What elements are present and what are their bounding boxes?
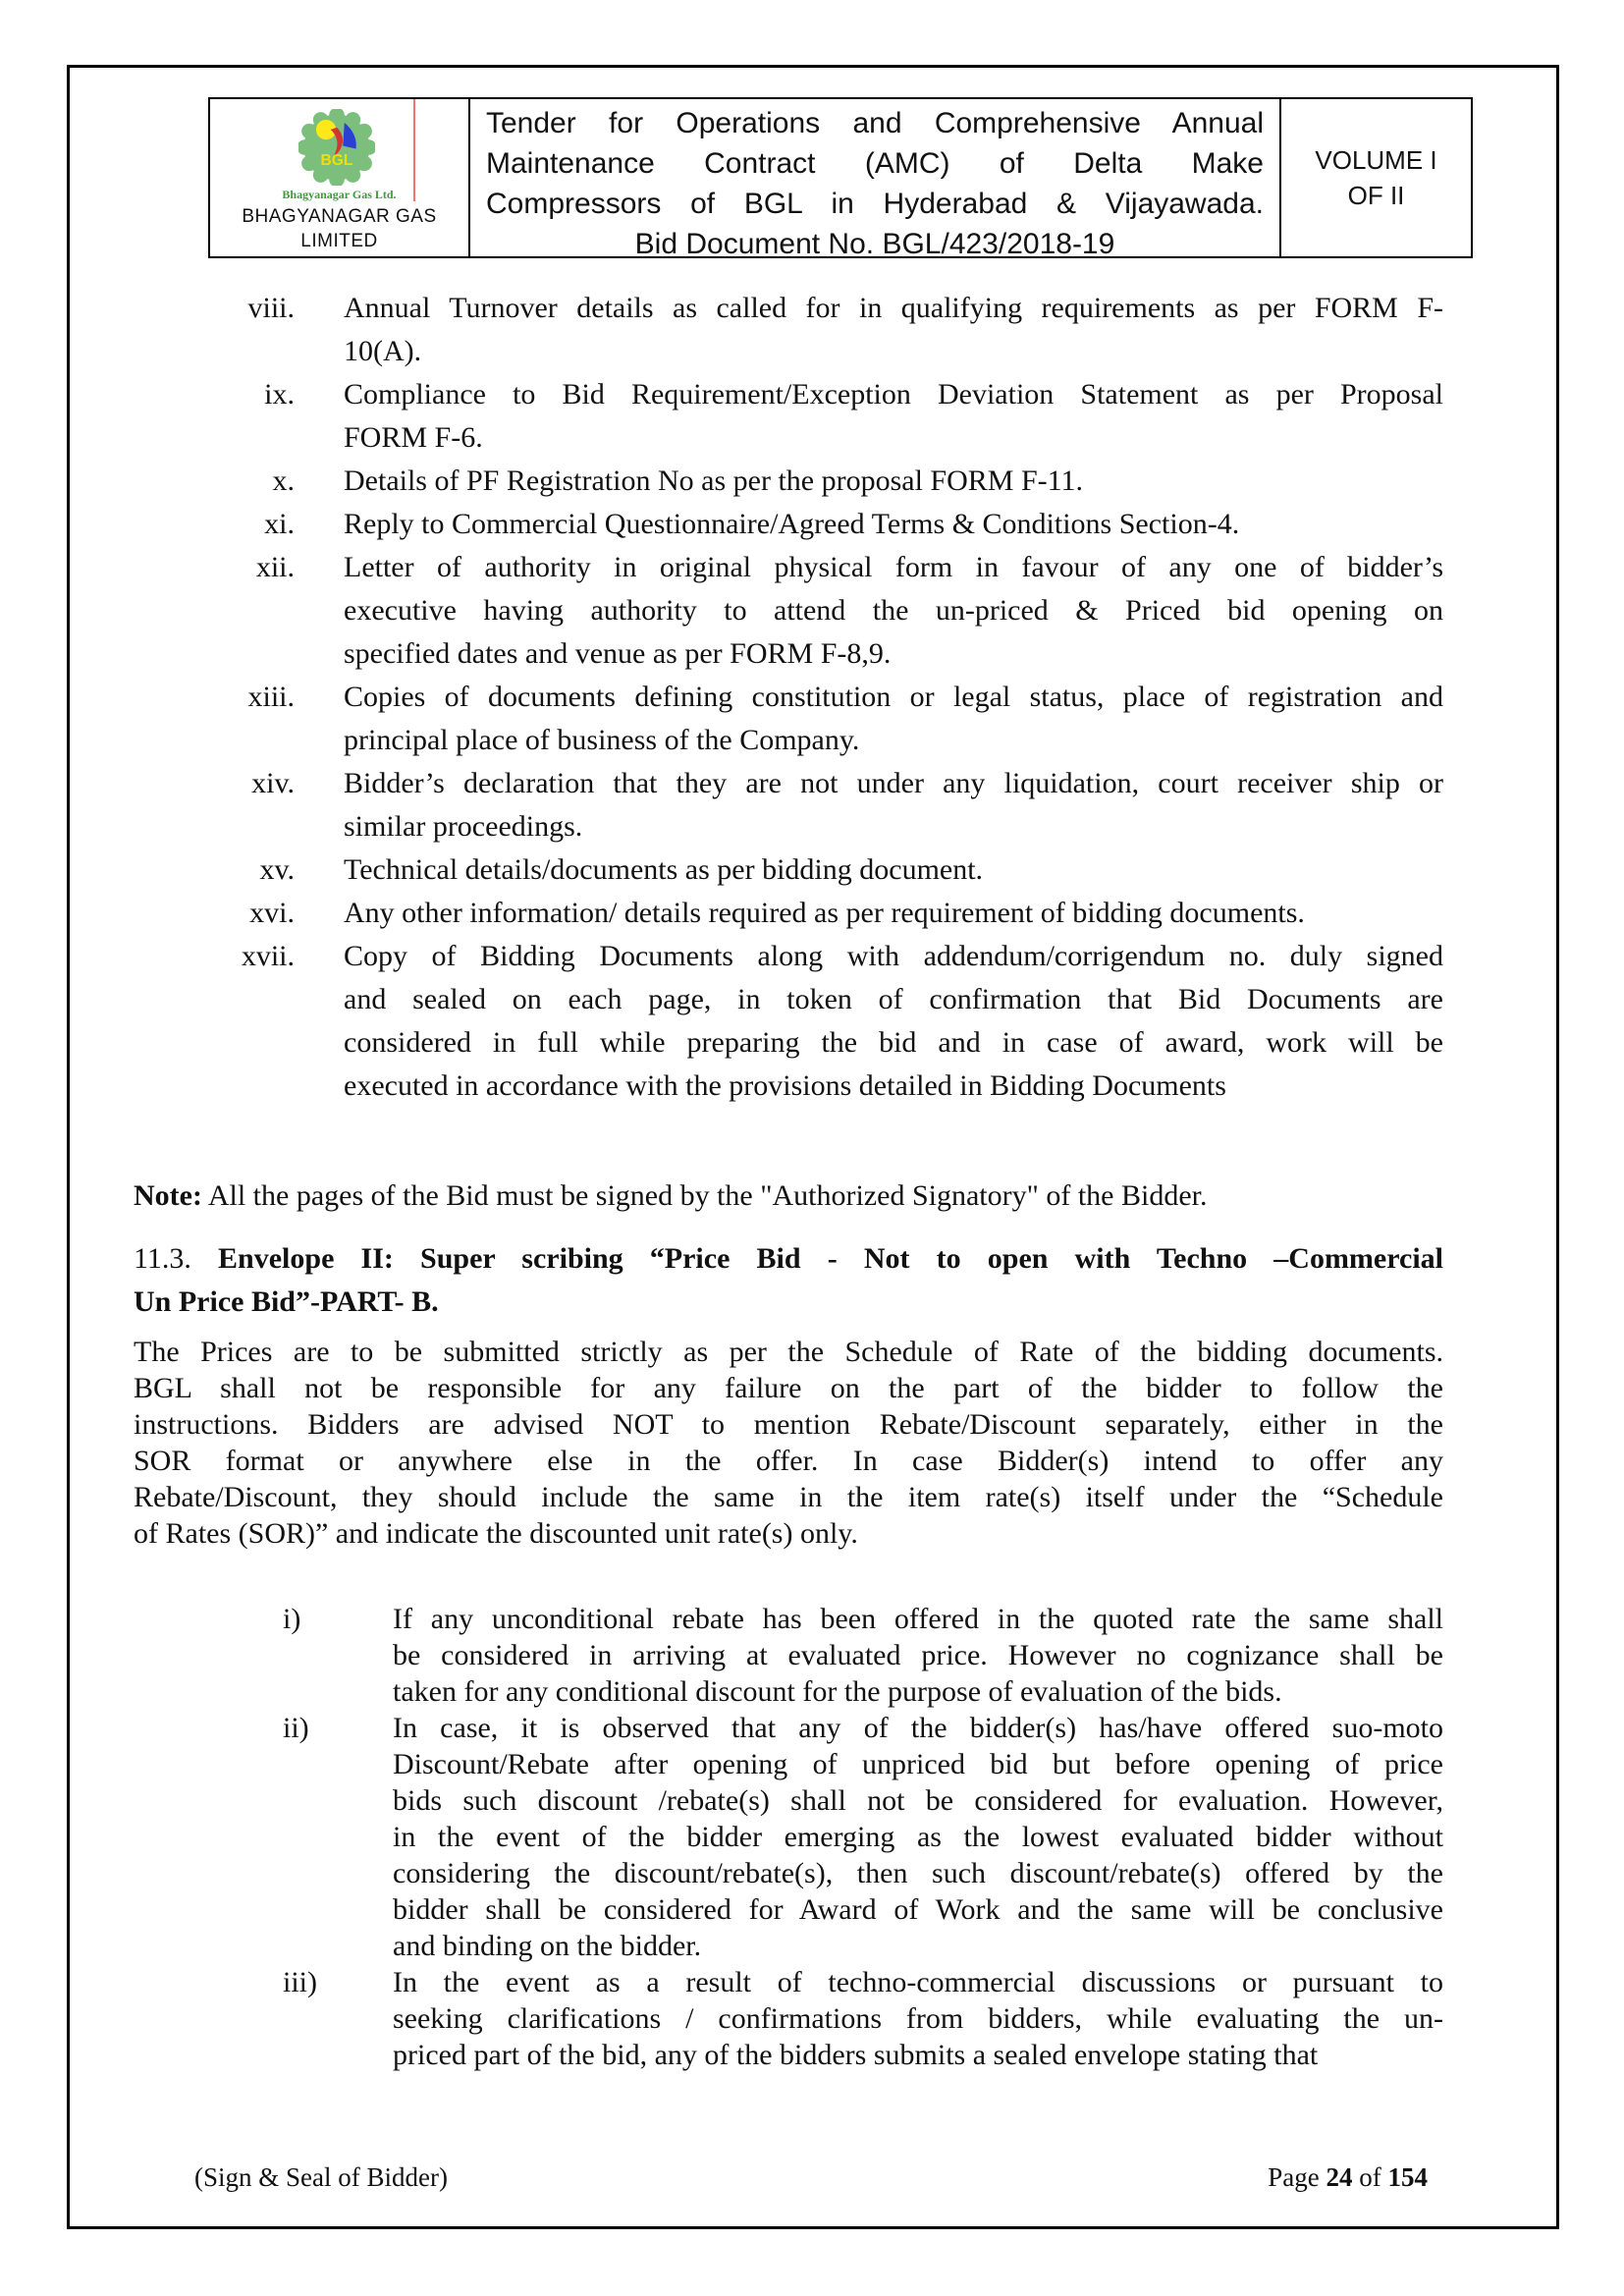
item-number: xi.: [264, 508, 295, 540]
note-text: All the pages of the Bid must be signed by the "Authorized Signatory" of the Bidder.: [207, 1179, 1208, 1212]
text-line: instructions. Bidders are advised NOT to mention Rebate/Discount separately, either in the: [134, 1408, 1443, 1441]
item-number: ii): [283, 1712, 309, 1744]
text-line: seeking clarifications / confirmations from bidders, while evaluating the un-: [393, 2002, 1443, 2035]
logo-cell: [210, 99, 470, 256]
item-number: xv.: [259, 853, 295, 886]
text-line: considering the discount/rebate(s), then such discount/rebate(s) offered by the: [393, 1857, 1443, 1889]
volume-cell: [1281, 99, 1471, 256]
item-text: [393, 1964, 1443, 2073]
header-table: [208, 97, 1473, 258]
text-line: Reply to Commercial Questionnaire/Agreed Terms & Conditions Section-4.: [344, 508, 1240, 540]
logo-acronym: BGL: [320, 151, 353, 169]
item-number: i): [283, 1603, 301, 1635]
text-line: Compressors of BGL in Hyderabad & Vijayawada.: [486, 188, 1264, 220]
section-number: 11.3.: [134, 1242, 191, 1275]
tender-title: [486, 103, 1264, 264]
item-number: xiv.: [251, 767, 295, 799]
sub-list-item: [134, 1964, 1443, 2073]
text-line: specified dates and venue as per FORM F-8,9.: [344, 637, 892, 670]
text-line: executive having authority to attend the un-priced & Priced bid opening on: [344, 594, 1443, 627]
text-line: considered in full while preparing the bid and in case of award, work will be: [344, 1026, 1443, 1059]
item-text: [344, 287, 1443, 373]
text-line: 10(A).: [344, 335, 422, 367]
section-heading: [134, 1237, 1443, 1324]
note: [134, 1175, 1443, 1218]
checklist: [134, 287, 1443, 1108]
title-cell: [470, 99, 1281, 260]
list-item: [134, 935, 1443, 1108]
list-item: [134, 762, 1443, 848]
list-item: [134, 460, 1443, 503]
item-text: [393, 1710, 1443, 1964]
sub-list-item: [134, 1710, 1443, 1964]
item-text: [344, 460, 1443, 503]
text-line: principal place of business of the Company.: [344, 724, 860, 756]
volume-label: [1281, 142, 1471, 213]
text-line: similar proceedings.: [344, 810, 583, 843]
logo-scalloped-circle: [298, 109, 375, 186]
text-line: VOLUME I: [1315, 145, 1437, 175]
text-line: FORM F-6.: [344, 421, 483, 454]
list-item: [134, 546, 1443, 676]
text-line: be considered in arriving at evaluated price. However no cognizance shall be: [393, 1639, 1443, 1671]
text-line: and binding on the bidder.: [393, 1930, 702, 1962]
text-line: Technical details/documents as per bidding document.: [344, 853, 984, 886]
item-number: x.: [272, 465, 295, 497]
section-heading-line2: Un Price Bid”-PART- B.: [134, 1285, 439, 1318]
text-line: The Prices are to be submitted strictly as per the Schedule of Rate of the bidding documents.: [134, 1336, 1443, 1368]
logo-caption: Bhagyanagar Gas Ltd.: [282, 188, 397, 201]
text-line: Compliance to Bid Requirement/Exception Deviation Statement as per Proposal: [344, 378, 1443, 410]
text-line: LIMITED: [300, 231, 378, 251]
item-text: [344, 503, 1443, 546]
list-item: [134, 676, 1443, 762]
text-line: of Rates (SOR)” and indicate the discounted unit rate(s) only.: [134, 1517, 858, 1550]
text-line: BGL shall not be responsible for any failure on the part of the bidder to follow the: [134, 1372, 1443, 1404]
item-number: xiii.: [247, 681, 295, 713]
text-line: Bidder’s declaration that they are not under any liquidation, court receiver ship or: [344, 767, 1443, 799]
list-item: [134, 892, 1443, 935]
item-number: xvii.: [241, 940, 295, 972]
item-number: iii): [283, 1966, 317, 1998]
item-text: [344, 373, 1443, 460]
text-line: executed in accordance with the provisions detailed in Bidding Documents: [344, 1069, 1226, 1102]
sub-list-item: [134, 1601, 1443, 1710]
text-line: and sealed on each page, in token of confirmation that Bid Documents are: [344, 983, 1443, 1015]
text-line: bids such discount /rebate(s) shall not be considered for evaluation. However,: [393, 1784, 1443, 1817]
paragraph: [134, 1334, 1443, 1552]
list-item: [134, 373, 1443, 460]
text-line: bidder shall be considered for Award of Work and the same will be conclusive: [393, 1893, 1443, 1926]
text-line: If any unconditional rebate has been offered in the quoted rate the same shall: [393, 1603, 1443, 1635]
item-text: [344, 762, 1443, 848]
text-line: Letter of authority in original physical form in favour of any one of bidder’s: [344, 551, 1443, 583]
item-text: [344, 892, 1443, 935]
text-line: Any other information/ details required as per requirement of bidding documents.: [344, 897, 1305, 929]
text-line: In case, it is observed that any of the bidder(s) has/have offered suo-moto: [393, 1712, 1443, 1744]
text-line: in the event of the bidder emerging as the lowest evaluated bidder without: [393, 1821, 1443, 1853]
text-line: SOR format or anywhere else in the offer. In case Bidder(s) intend to offer any: [134, 1445, 1443, 1477]
text-line: Copy of Bidding Documents along with addendum/corrigendum no. duly signed: [344, 940, 1443, 972]
page-footer: [194, 2162, 1428, 2193]
item-text: [344, 848, 1443, 892]
text-line: Bid Document No. BGL/423/2018-19: [634, 228, 1115, 260]
text-line: Tender for Operations and Comprehensive Annual: [486, 107, 1264, 139]
text-line: BHAGYANAGAR GAS: [242, 206, 437, 227]
text-line: In the event as a result of techno-commercial discussions or pursuant to: [393, 1966, 1443, 1998]
item-number: xii.: [255, 551, 295, 583]
item-number: xvi.: [249, 897, 295, 929]
note-label: Note:: [134, 1179, 202, 1212]
item-text: [344, 676, 1443, 762]
scan-artifact-line: [413, 99, 415, 201]
list-item: [134, 503, 1443, 546]
item-text: [344, 935, 1443, 1108]
text-line: Discount/Rebate after opening of unpriced bid but before opening of price: [393, 1748, 1443, 1780]
text-line: Copies of documents defining constitution or legal status, place of registration and: [344, 681, 1443, 713]
page-number: Page 24 of 154: [1268, 2162, 1428, 2192]
item-text: [393, 1601, 1443, 1710]
text-line: Annual Turnover details as called for in qualifying requirements as per FORM F-: [344, 292, 1443, 324]
list-item: [134, 848, 1443, 892]
sub-list: [134, 1601, 1443, 2073]
text-line: OF II: [1347, 181, 1405, 210]
text-line: Maintenance Contract (AMC) of Delta Make: [486, 147, 1264, 180]
text-line: Details of PF Registration No as per the proposal FORM F-11.: [344, 465, 1084, 497]
text-line: Rebate/Discount, they should include the same in the item rate(s) itself under the “Schedule: [134, 1481, 1443, 1513]
section-heading-line1: Envelope II: Super scribing “Price Bid - Not to open with Techno –Commercial: [218, 1242, 1443, 1275]
org-name: [210, 204, 468, 253]
text-line: taken for any conditional discount for the purpose of evaluation of the bids.: [393, 1675, 1282, 1708]
bgl-logo-icon: [298, 109, 375, 186]
list-item: [134, 287, 1443, 373]
item-number: ix.: [264, 378, 295, 410]
sign-seal-label: (Sign & Seal of Bidder): [194, 2162, 448, 2192]
text-line: priced part of the bid, any of the bidders submits a sealed envelope stating that: [393, 2039, 1319, 2071]
item-text: [344, 546, 1443, 676]
item-number: viii.: [247, 292, 295, 324]
